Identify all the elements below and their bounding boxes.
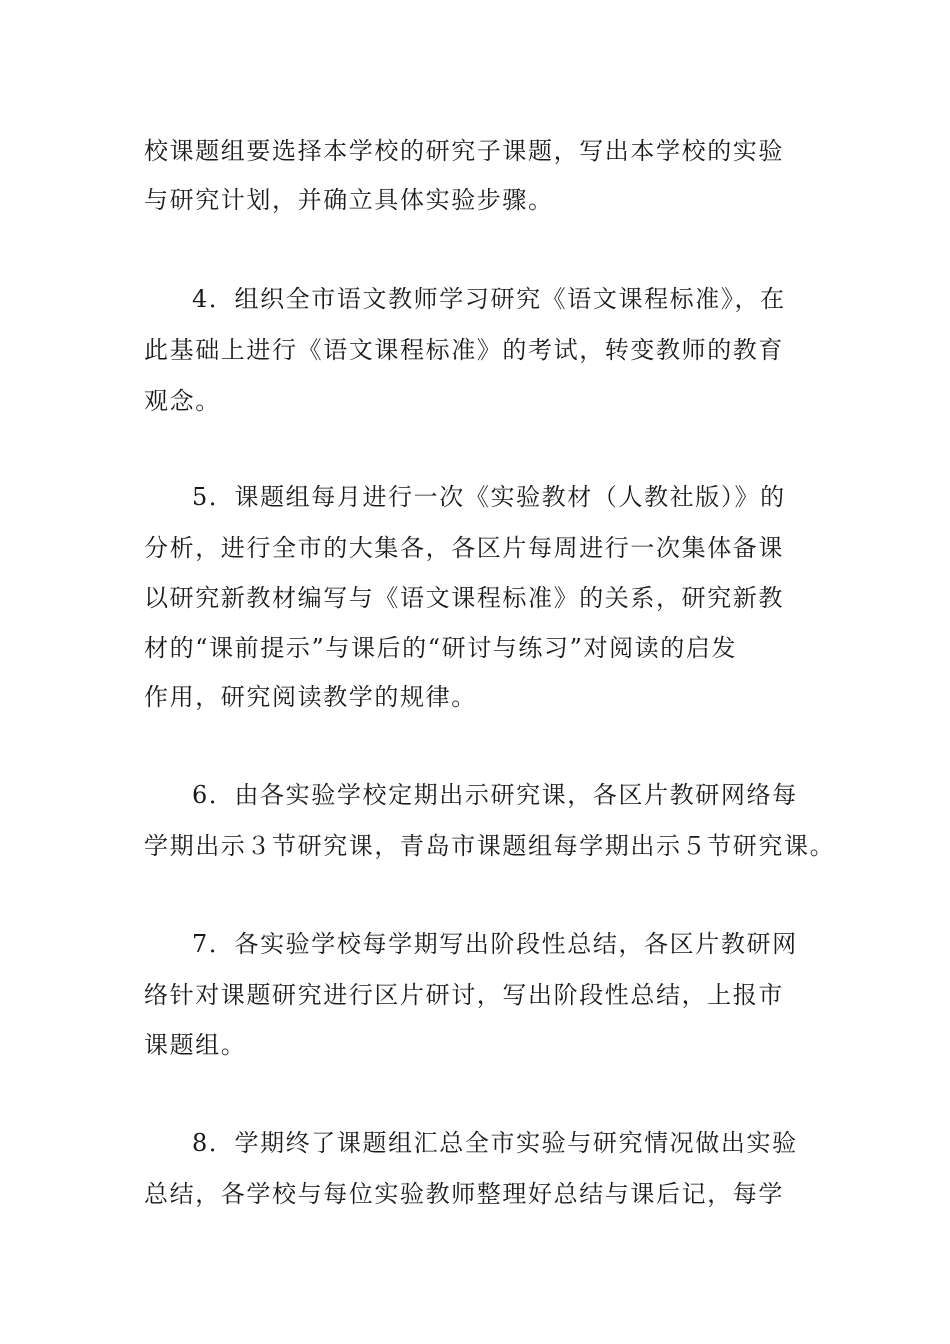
text-line: 以研究新教材编写与《语文课程标准》的关系，研究新教 [144,584,784,612]
text-line: 8．学期终了课题组汇总全市实验与研究情况做出实验 [192,1129,798,1157]
text-line: 4．组织全市语文教师学习研究《语文课程标准》，在 [192,285,786,313]
text-line: 课题组。 [144,1031,247,1059]
text-line: 与研究计划，并确立具体实验步骤。 [144,186,554,214]
text-line: 作用，研究阅读教学的规律。 [144,683,477,711]
text-line: 5．课题组每月进行一次《实验教材（人教社版）》的 [192,483,786,511]
text-line: 总结，各学校与每位实验教师整理好总结与课后记，每学 [144,1180,784,1208]
text-line: 材的“课前提示”与课后的“研讨与练习”对阅读的启发 [144,634,738,662]
text-line: 校课题组要选择本学校的研究子课题，写出本学校的实验 [144,137,784,165]
text-line: 7．各实验学校每学期写出阶段性总结，各区片教研网 [192,930,798,958]
text-line: 6．由各实验学校定期出示研究课，各区片教研网络每 [192,781,798,809]
text-line: 分析，进行全市的大集各，各区片每周进行一次集体备课 [144,534,784,562]
text-line: 学期出示３节研究课，青岛市课题组每学期出示５节研究课。 [144,832,836,860]
text-line: 观念。 [144,387,221,415]
text-line: 此基础上进行《语文课程标准》的考试，转变教师的教育 [144,336,784,364]
text-line: 络针对课题研究进行区片研讨，写出阶段性总结，上报市 [144,981,784,1009]
